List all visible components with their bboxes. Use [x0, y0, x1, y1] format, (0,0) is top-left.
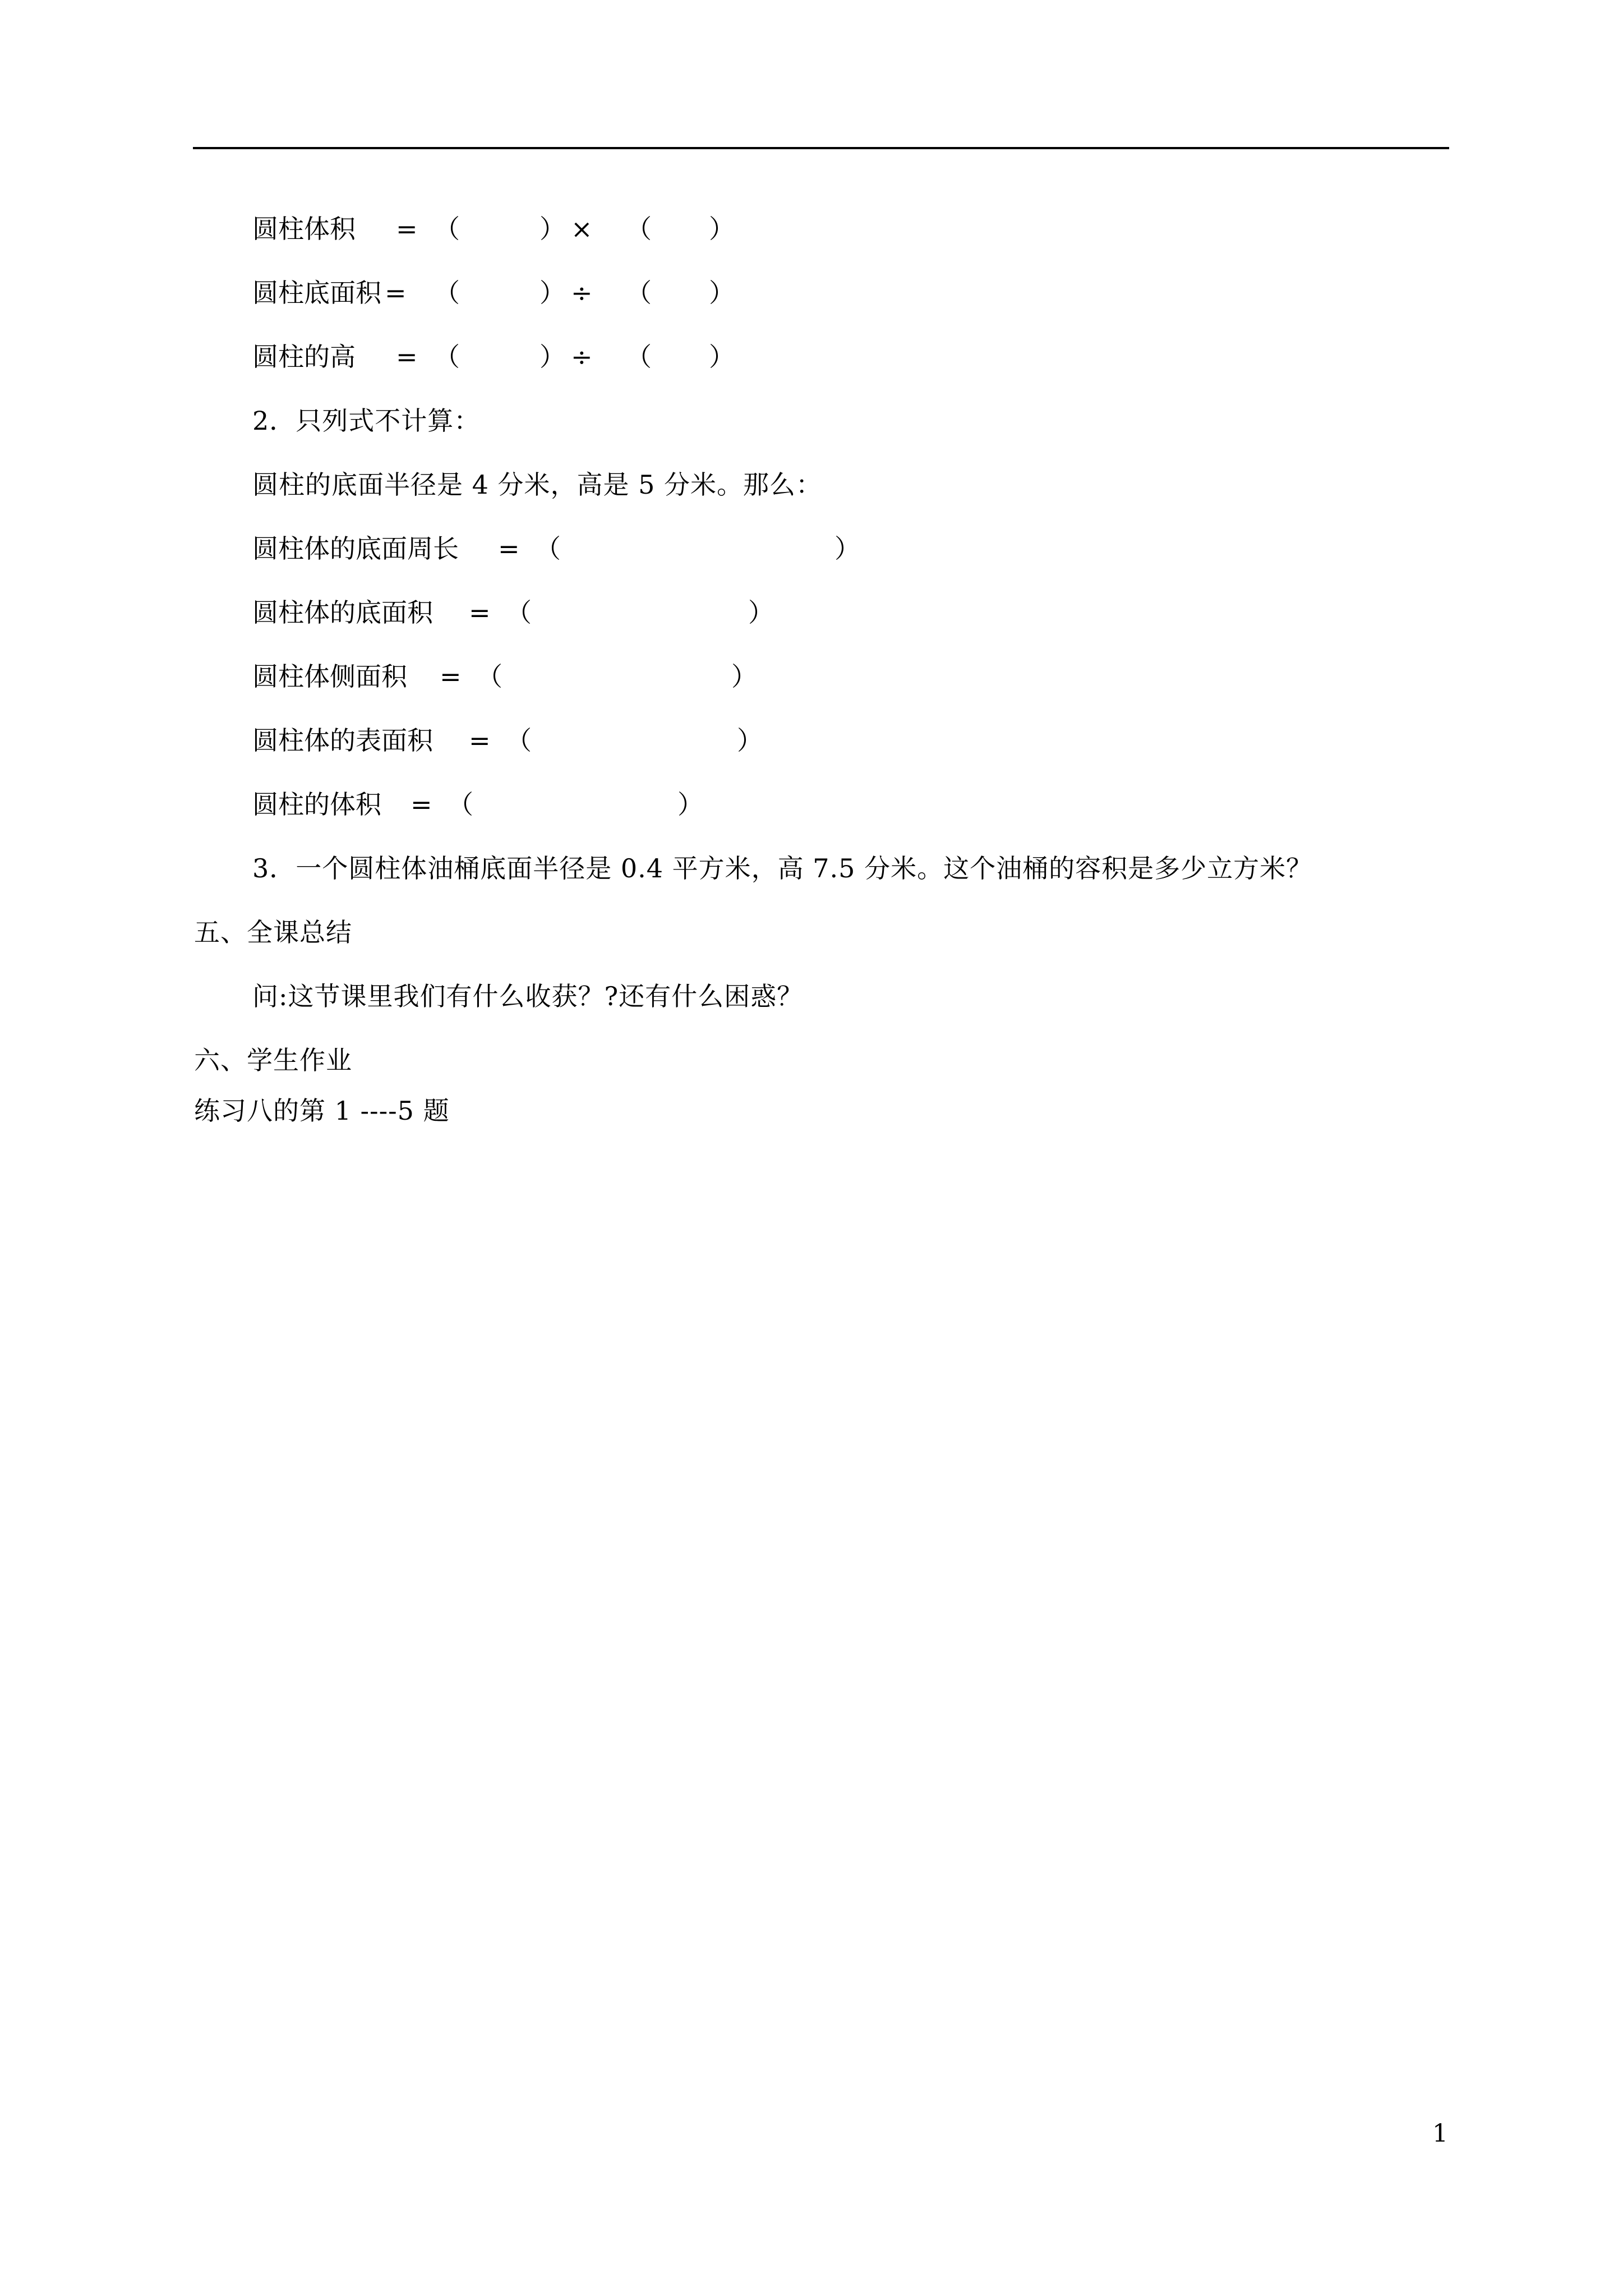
operator-times: ×	[571, 214, 593, 244]
close-paren: ）	[709, 342, 735, 372]
answer-row-volume	[252, 788, 925, 821]
close-paren: ）	[709, 214, 735, 244]
close-paren: ）	[731, 661, 757, 692]
close-paren: ）	[737, 725, 763, 756]
open-paren: （	[448, 789, 473, 820]
close-paren: ）	[709, 278, 735, 308]
open-paren: （	[626, 342, 652, 372]
answer-row-circumference	[252, 532, 925, 565]
formula-label: 圆柱体的底面周长	[252, 533, 459, 564]
close-paren: ）	[540, 214, 565, 244]
equals-sign: =	[469, 597, 491, 628]
equals-sign: =	[396, 214, 418, 244]
section-5-text: 问:这节课里我们有什么收获？?还有什么困惑？	[252, 981, 804, 1011]
close-paren: ）	[834, 533, 860, 564]
close-paren: ）	[540, 278, 565, 308]
formula-label: 圆柱底面积	[252, 278, 381, 308]
open-paren: （	[506, 725, 532, 756]
answer-row-lateral-area	[252, 660, 925, 693]
open-paren: （	[434, 278, 460, 308]
open-paren: （	[434, 342, 460, 372]
formula-row-height	[252, 340, 813, 374]
operator-divide: ÷	[571, 278, 593, 308]
close-paren: ）	[677, 789, 703, 820]
formula-label: 圆柱体侧面积	[252, 661, 407, 692]
answer-row-surface-area	[252, 724, 925, 757]
formula-label: 圆柱的高	[252, 342, 356, 372]
page-number: 1	[1432, 2119, 1448, 2148]
question-3: 3．一个圆柱体油桶底面半径是 0.4 平方米，高 7.5 分米。这个油桶的容积是多少立方米？	[252, 853, 1313, 884]
formula-row-base-area	[252, 276, 813, 310]
formula-row-volume	[252, 212, 813, 246]
section-6-heading: 六、学生作业	[194, 1045, 352, 1075]
open-paren: （	[506, 597, 532, 628]
equals-sign: =	[440, 661, 462, 692]
equals-sign: =	[411, 789, 432, 820]
open-paren: （	[626, 214, 652, 244]
header-rule	[193, 147, 1449, 149]
close-paren: ）	[540, 342, 565, 372]
equals-sign: =	[498, 533, 520, 564]
formula-label: 圆柱体积	[252, 214, 356, 244]
close-paren: ）	[748, 597, 774, 628]
operator-divide: ÷	[571, 342, 593, 372]
question-2-heading: 2．只列式不计算：	[252, 406, 481, 436]
formula-label: 圆柱体的表面积	[252, 725, 433, 756]
equals-sign: =	[469, 725, 491, 756]
open-paren: （	[535, 533, 561, 564]
equals-sign: =	[385, 278, 407, 308]
formula-label: 圆柱的体积	[252, 789, 381, 820]
open-paren: （	[626, 278, 652, 308]
section-5-heading: 五、全课总结	[194, 917, 352, 947]
open-paren: （	[434, 214, 460, 244]
question-2-prompt: 圆柱的底面半径是 4 分米，高是 5 分米。那么：	[252, 470, 823, 500]
section-6-text: 练习八的第 1 ----5 题	[194, 1096, 450, 1126]
formula-label: 圆柱体的底面积	[252, 597, 433, 628]
equals-sign: =	[396, 342, 418, 372]
open-paren: （	[477, 661, 502, 692]
answer-row-base-area	[252, 596, 925, 629]
